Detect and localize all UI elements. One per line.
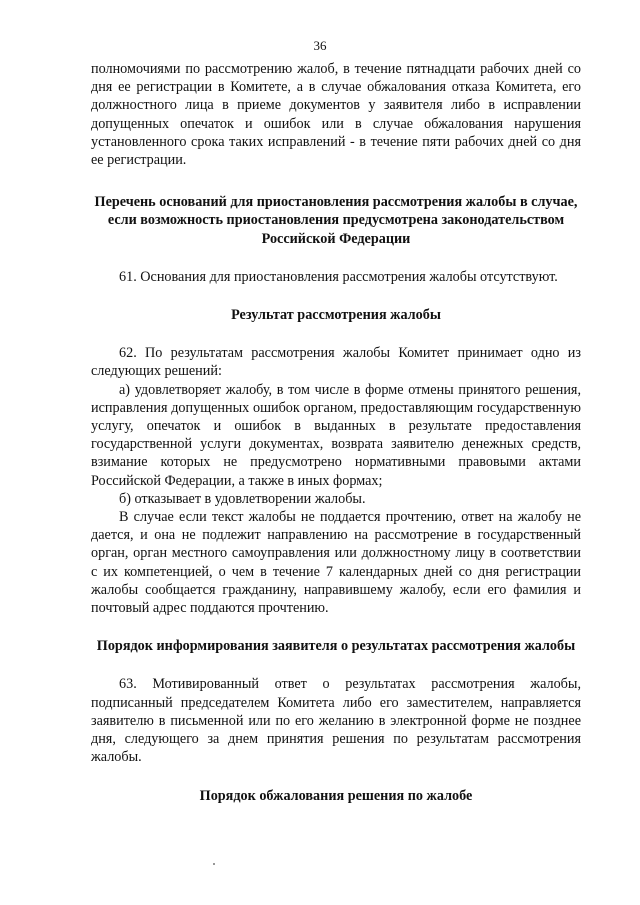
paragraph-continuation: полномочиями по рассмотрению жалоб, в течение пятнадцати рабочих дней со дня ее регистрации в Комитете, а в случае обжалования отказа Комитета, его должностного лица в приеме документов у заявителя либо в исправлении допущенных опечаток и ошибок или в случае обжалования нарушения установленного срока таких исправлений - в течение пяти рабочих дней со дня ее регистрации. [91, 61, 581, 169]
paragraph-62-a: а) удовлетворяет жалобу, в том числе в форме отмены принятого решения, исправления допущенных ошибок органом, предоставляющим государственную услугу, опечаток и ошибок в выданных в результате предоставления государственной услуги документах, возврата заявителю денежных средств, взимание которых не предусмотрено нормативными правовыми актами Российской Федерации, а также в иных формах; [91, 381, 581, 489]
paragraph-62-b: б) отказывает в удовлетворении жалобы. [119, 490, 366, 507]
document-body [91, 60, 581, 805]
heading-result: Результат рассмотрения жалобы [231, 307, 441, 324]
paragraph-61: 61. Основания для приостановления рассмотрения жалобы отсутствуют. [119, 268, 558, 285]
paragraph-62-intro: 62. По результатам рассмотрения жалобы Комитет принимает одно из следующих решений: [91, 345, 581, 380]
heading-appeal: Порядок обжалования решения по жалобе [199, 787, 473, 804]
paragraph-62-case: В случае если текст жалобы не поддается прочтению, ответ на жалобу не дается, и она не подлежит направлению на рассмотрение в государственный орган, орган местного самоуправления или должностному лицу в соответствии с их компетенцией, о чем в течение 7 календарных дней со дня регистрации жалобы сообщается гражданину, направившему жалобу, если его фамилия и почтовый адрес поддаются прочтению. [91, 509, 581, 617]
heading-suspension-grounds: Перечень оснований для приостановления рассмотрения жалобы в случае, если возможность приостановления предусмотрена законодательством Российской Федерации [94, 194, 578, 247]
heading-informing: Порядок информирования заявителя о результатах рассмотрения жалобы [96, 638, 576, 655]
page-number: 36 [313, 38, 327, 53]
paragraph-63: 63. Мотивированный ответ о результатах рассмотрения жалобы, подписанный председателем Комитета либо его заместителем, направляется заявителю в письменной или по его желанию в электронной форме не позднее дня, следующего за днем принятия решения по результатам рассмотрения жалобы. [91, 676, 581, 766]
scan-speck [213, 863, 215, 865]
